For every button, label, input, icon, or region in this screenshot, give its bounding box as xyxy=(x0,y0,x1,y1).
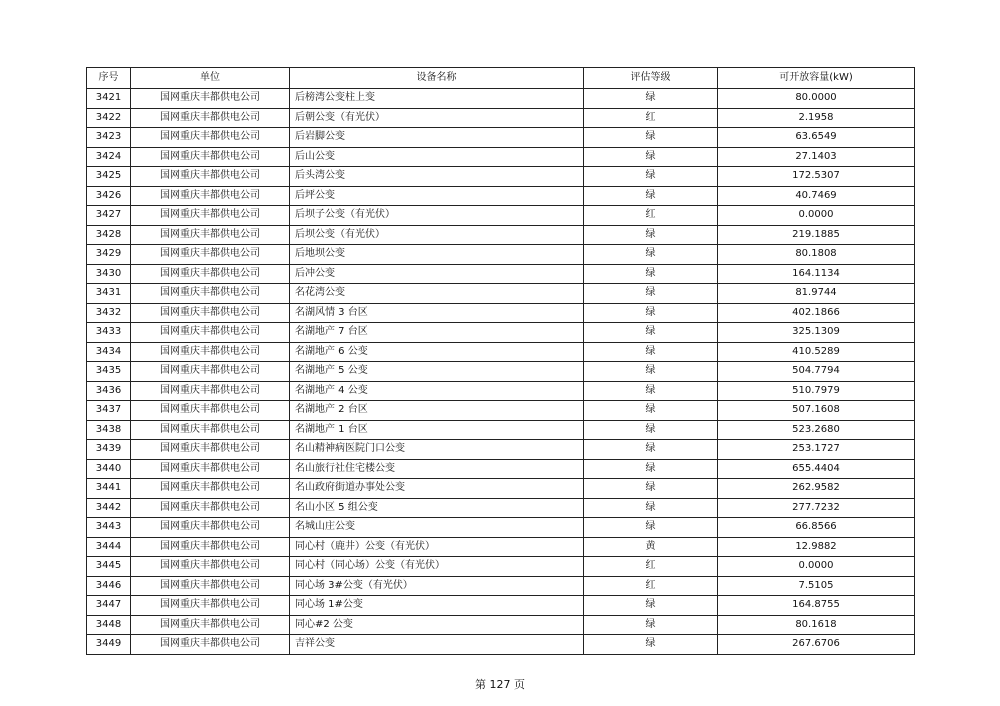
cell-capacity: 12.9882 xyxy=(718,537,915,557)
cell-seq: 3439 xyxy=(87,440,131,460)
cell-grade: 绿 xyxy=(584,167,718,187)
cell-unit: 国网重庆丰都供电公司 xyxy=(131,303,290,323)
table-row xyxy=(87,537,915,557)
cell-seq: 3433 xyxy=(87,323,131,343)
header-capacity: 可开放容量(kW) xyxy=(718,68,915,89)
cell-device-name: 同心场 3#公变（有光伏） xyxy=(290,576,584,596)
table-row xyxy=(87,167,915,187)
table-row xyxy=(87,635,915,655)
table-row xyxy=(87,245,915,265)
cell-grade: 红 xyxy=(584,108,718,128)
cell-grade: 绿 xyxy=(584,323,718,343)
cell-seq: 3422 xyxy=(87,108,131,128)
cell-seq: 3437 xyxy=(87,401,131,421)
cell-seq: 3428 xyxy=(87,225,131,245)
page-number: 第 127 页 xyxy=(475,678,525,691)
cell-unit: 国网重庆丰都供电公司 xyxy=(131,89,290,109)
header-unit: 单位 xyxy=(131,68,290,89)
table-row xyxy=(87,342,915,362)
table-row xyxy=(87,264,915,284)
cell-seq: 3446 xyxy=(87,576,131,596)
cell-seq: 3443 xyxy=(87,518,131,538)
table-row xyxy=(87,518,915,538)
cell-capacity: 80.1808 xyxy=(718,245,915,265)
cell-unit: 国网重庆丰都供电公司 xyxy=(131,557,290,577)
cell-capacity: 0.0000 xyxy=(718,557,915,577)
cell-grade: 绿 xyxy=(584,440,718,460)
capacity-table xyxy=(86,67,915,655)
cell-seq: 3425 xyxy=(87,167,131,187)
cell-grade: 红 xyxy=(584,206,718,226)
cell-device-name: 名山政府街道办事处公变 xyxy=(290,479,584,499)
cell-device-name: 名湖地产 7 台区 xyxy=(290,323,584,343)
cell-capacity: 7.5105 xyxy=(718,576,915,596)
cell-unit: 国网重庆丰都供电公司 xyxy=(131,479,290,499)
cell-device-name: 名城山庄公变 xyxy=(290,518,584,538)
cell-grade: 绿 xyxy=(584,147,718,167)
table-body xyxy=(87,89,915,655)
cell-unit: 国网重庆丰都供电公司 xyxy=(131,167,290,187)
cell-device-name: 名湖地产 4 公变 xyxy=(290,381,584,401)
table-row xyxy=(87,596,915,616)
cell-unit: 国网重庆丰都供电公司 xyxy=(131,615,290,635)
cell-unit: 国网重庆丰都供电公司 xyxy=(131,596,290,616)
cell-device-name: 后岩脚公变 xyxy=(290,128,584,148)
cell-grade: 绿 xyxy=(584,498,718,518)
cell-unit: 国网重庆丰都供电公司 xyxy=(131,147,290,167)
table-row xyxy=(87,186,915,206)
header-grade: 评估等级 xyxy=(584,68,718,89)
cell-grade: 红 xyxy=(584,576,718,596)
cell-capacity: 63.6549 xyxy=(718,128,915,148)
table-row xyxy=(87,420,915,440)
cell-seq: 3427 xyxy=(87,206,131,226)
cell-unit: 国网重庆丰都供电公司 xyxy=(131,459,290,479)
cell-capacity: 325.1309 xyxy=(718,323,915,343)
cell-grade: 绿 xyxy=(584,284,718,304)
cell-device-name: 名湖地产 5 公变 xyxy=(290,362,584,382)
cell-unit: 国网重庆丰都供电公司 xyxy=(131,420,290,440)
cell-unit: 国网重庆丰都供电公司 xyxy=(131,576,290,596)
cell-capacity: 507.1608 xyxy=(718,401,915,421)
cell-grade: 绿 xyxy=(584,420,718,440)
cell-unit: 国网重庆丰都供电公司 xyxy=(131,225,290,245)
table-row xyxy=(87,284,915,304)
table-row xyxy=(87,108,915,128)
cell-device-name: 后冲公变 xyxy=(290,264,584,284)
cell-device-name: 后头湾公变 xyxy=(290,167,584,187)
cell-seq: 3436 xyxy=(87,381,131,401)
cell-seq: 3441 xyxy=(87,479,131,499)
cell-device-name: 名山小区 5 组公变 xyxy=(290,498,584,518)
cell-unit: 国网重庆丰都供电公司 xyxy=(131,537,290,557)
cell-capacity: 164.8755 xyxy=(718,596,915,616)
cell-capacity: 253.1727 xyxy=(718,440,915,460)
cell-seq: 3431 xyxy=(87,284,131,304)
cell-device-name: 名花湾公变 xyxy=(290,284,584,304)
cell-capacity: 504.7794 xyxy=(718,362,915,382)
cell-device-name: 名湖地产 1 台区 xyxy=(290,420,584,440)
cell-seq: 3444 xyxy=(87,537,131,557)
cell-capacity: 410.5289 xyxy=(718,342,915,362)
cell-seq: 3426 xyxy=(87,186,131,206)
cell-unit: 国网重庆丰都供电公司 xyxy=(131,108,290,128)
cell-device-name: 后地坝公变 xyxy=(290,245,584,265)
cell-seq: 3442 xyxy=(87,498,131,518)
cell-seq: 3423 xyxy=(87,128,131,148)
cell-device-name: 同心场 1#公变 xyxy=(290,596,584,616)
cell-grade: 绿 xyxy=(584,362,718,382)
cell-unit: 国网重庆丰都供电公司 xyxy=(131,186,290,206)
cell-unit: 国网重庆丰都供电公司 xyxy=(131,128,290,148)
cell-grade: 绿 xyxy=(584,401,718,421)
cell-grade: 红 xyxy=(584,557,718,577)
cell-grade: 绿 xyxy=(584,381,718,401)
cell-capacity: 40.7469 xyxy=(718,186,915,206)
cell-device-name: 同心村（鹿井）公变（有光伏） xyxy=(290,537,584,557)
cell-capacity: 267.6706 xyxy=(718,635,915,655)
table-row xyxy=(87,206,915,226)
table-row xyxy=(87,401,915,421)
cell-grade: 绿 xyxy=(584,303,718,323)
cell-capacity: 172.5307 xyxy=(718,167,915,187)
cell-seq: 3421 xyxy=(87,89,131,109)
cell-unit: 国网重庆丰都供电公司 xyxy=(131,401,290,421)
table-row xyxy=(87,479,915,499)
table-row xyxy=(87,323,915,343)
cell-grade: 绿 xyxy=(584,596,718,616)
cell-unit: 国网重庆丰都供电公司 xyxy=(131,206,290,226)
cell-device-name: 名山精神病医院门口公变 xyxy=(290,440,584,460)
cell-seq: 3445 xyxy=(87,557,131,577)
cell-device-name: 后山公变 xyxy=(290,147,584,167)
cell-capacity: 655.4404 xyxy=(718,459,915,479)
table-row xyxy=(87,498,915,518)
cell-unit: 国网重庆丰都供电公司 xyxy=(131,440,290,460)
cell-grade: 黄 xyxy=(584,537,718,557)
table-row xyxy=(87,381,915,401)
cell-seq: 3447 xyxy=(87,596,131,616)
table-row xyxy=(87,459,915,479)
cell-grade: 绿 xyxy=(584,128,718,148)
cell-seq: 3435 xyxy=(87,362,131,382)
table-row xyxy=(87,128,915,148)
table-row xyxy=(87,362,915,382)
cell-grade: 绿 xyxy=(584,635,718,655)
cell-capacity: 164.1134 xyxy=(718,264,915,284)
cell-capacity: 0.0000 xyxy=(718,206,915,226)
cell-device-name: 名湖地产 2 台区 xyxy=(290,401,584,421)
cell-device-name: 后坝公变（有光伏） xyxy=(290,225,584,245)
cell-device-name: 同心#2 公变 xyxy=(290,615,584,635)
cell-grade: 绿 xyxy=(584,264,718,284)
cell-unit: 国网重庆丰都供电公司 xyxy=(131,518,290,538)
table-header-row xyxy=(87,68,915,89)
cell-capacity: 402.1866 xyxy=(718,303,915,323)
cell-seq: 3430 xyxy=(87,264,131,284)
cell-capacity: 66.8566 xyxy=(718,518,915,538)
table-row xyxy=(87,615,915,635)
cell-grade: 绿 xyxy=(584,186,718,206)
cell-device-name: 名湖风情 3 台区 xyxy=(290,303,584,323)
cell-device-name: 吉祥公变 xyxy=(290,635,584,655)
cell-unit: 国网重庆丰都供电公司 xyxy=(131,342,290,362)
cell-grade: 绿 xyxy=(584,459,718,479)
cell-device-name: 后榜湾公变柱上变 xyxy=(290,89,584,109)
cell-grade: 绿 xyxy=(584,89,718,109)
cell-device-name: 名山旅行社住宅楼公变 xyxy=(290,459,584,479)
cell-device-name: 名湖地产 6 公变 xyxy=(290,342,584,362)
cell-unit: 国网重庆丰都供电公司 xyxy=(131,498,290,518)
table-row xyxy=(87,576,915,596)
cell-capacity: 510.7979 xyxy=(718,381,915,401)
cell-capacity: 27.1403 xyxy=(718,147,915,167)
cell-seq: 3424 xyxy=(87,147,131,167)
cell-unit: 国网重庆丰都供电公司 xyxy=(131,264,290,284)
cell-capacity: 219.1885 xyxy=(718,225,915,245)
cell-unit: 国网重庆丰都供电公司 xyxy=(131,323,290,343)
cell-unit: 国网重庆丰都供电公司 xyxy=(131,635,290,655)
table-row xyxy=(87,303,915,323)
cell-device-name: 后朝公变（有光伏） xyxy=(290,108,584,128)
cell-seq: 3449 xyxy=(87,635,131,655)
header-device-name: 设备名称 xyxy=(290,68,584,89)
cell-capacity: 80.1618 xyxy=(718,615,915,635)
cell-unit: 国网重庆丰都供电公司 xyxy=(131,381,290,401)
cell-grade: 绿 xyxy=(584,479,718,499)
cell-seq: 3429 xyxy=(87,245,131,265)
table-row xyxy=(87,225,915,245)
header-seq: 序号 xyxy=(87,68,131,89)
cell-seq: 3440 xyxy=(87,459,131,479)
cell-grade: 绿 xyxy=(584,245,718,265)
cell-capacity: 2.1958 xyxy=(718,108,915,128)
cell-grade: 绿 xyxy=(584,225,718,245)
cell-seq: 3434 xyxy=(87,342,131,362)
cell-seq: 3448 xyxy=(87,615,131,635)
cell-unit: 国网重庆丰都供电公司 xyxy=(131,362,290,382)
table-row xyxy=(87,89,915,109)
cell-seq: 3438 xyxy=(87,420,131,440)
cell-unit: 国网重庆丰都供电公司 xyxy=(131,245,290,265)
table-row xyxy=(87,557,915,577)
cell-capacity: 523.2680 xyxy=(718,420,915,440)
cell-grade: 绿 xyxy=(584,615,718,635)
cell-device-name: 后坝子公变（有光伏） xyxy=(290,206,584,226)
cell-seq: 3432 xyxy=(87,303,131,323)
cell-grade: 绿 xyxy=(584,518,718,538)
cell-grade: 绿 xyxy=(584,342,718,362)
cell-device-name: 后坪公变 xyxy=(290,186,584,206)
cell-capacity: 81.9744 xyxy=(718,284,915,304)
cell-capacity: 262.9582 xyxy=(718,479,915,499)
cell-device-name: 同心村（同心场）公变（有光伏） xyxy=(290,557,584,577)
cell-capacity: 80.0000 xyxy=(718,89,915,109)
cell-unit: 国网重庆丰都供电公司 xyxy=(131,284,290,304)
cell-capacity: 277.7232 xyxy=(718,498,915,518)
table-row xyxy=(87,147,915,167)
table-row xyxy=(87,440,915,460)
